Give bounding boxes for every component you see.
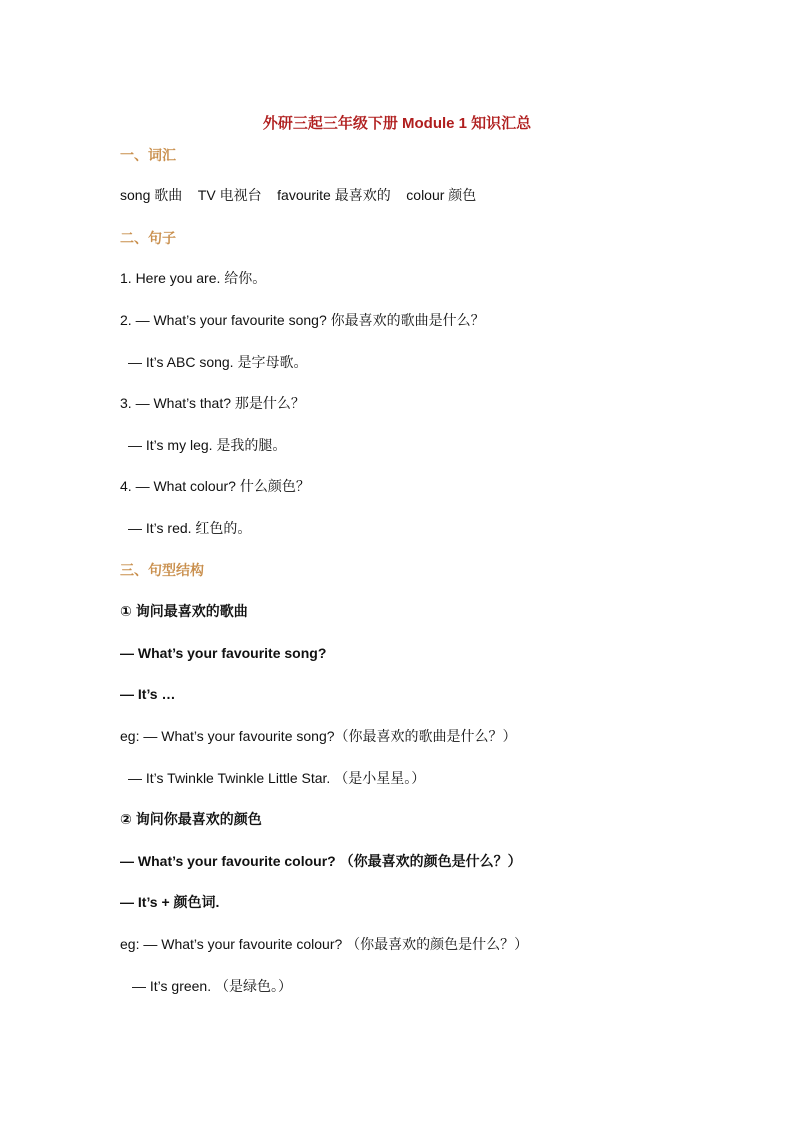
structure-2-answer: — It’s + 颜色词. <box>120 894 220 910</box>
structure-1-example-question: eg: — What’s your favourite song?（你最喜欢的歌曲是什么？） <box>120 728 517 744</box>
structure-2-question: — What’s your favourite colour? （你最喜欢的颜色是什么？） <box>120 853 522 869</box>
sentence-3-question: 3. — What’s that? 那是什么？ <box>120 395 305 411</box>
structure-2-title: ② 询问你最喜欢的颜色 <box>120 811 262 827</box>
structure-1-answer: — It’s … <box>120 686 176 702</box>
section-heading-structures: 三、句型结构 <box>120 562 204 578</box>
vocabulary-line: song 歌曲 TV 电视台 favourite 最喜欢的 colour 颜色 <box>120 187 477 203</box>
sentence-4-question: 4. — What colour? 什么颜色？ <box>120 478 310 494</box>
sentence-1: 1. Here you are. 给你。 <box>120 270 267 286</box>
sentence-3-answer: — It’s my leg. 是我的腿。 <box>128 437 287 453</box>
section-heading-vocabulary: 一、词汇 <box>120 147 176 163</box>
section-heading-sentences: 二、句子 <box>120 230 176 246</box>
structure-2-example-question: eg: — What’s your favourite colour? （你最喜欢的颜色是什么？） <box>120 936 529 952</box>
structure-1-title: ① 询问最喜欢的歌曲 <box>120 603 248 619</box>
sentence-2-question: 2. — What’s your favourite song? 你最喜欢的歌曲是什么？ <box>120 312 485 328</box>
structure-2-example-answer: — It’s green. （是绿色。） <box>132 978 293 994</box>
structure-1-example-answer: — It’s Twinkle Twinkle Little Star. （是小星星。） <box>128 770 426 786</box>
sentence-4-answer: — It’s red. 红色的。 <box>128 520 252 536</box>
sentence-2-answer: — It’s ABC song. 是字母歌。 <box>128 354 308 370</box>
document-title: 外研三起三年级下册 Module 1 知识汇总 <box>262 115 532 132</box>
structure-1-question: — What’s your favourite song? <box>120 645 327 661</box>
